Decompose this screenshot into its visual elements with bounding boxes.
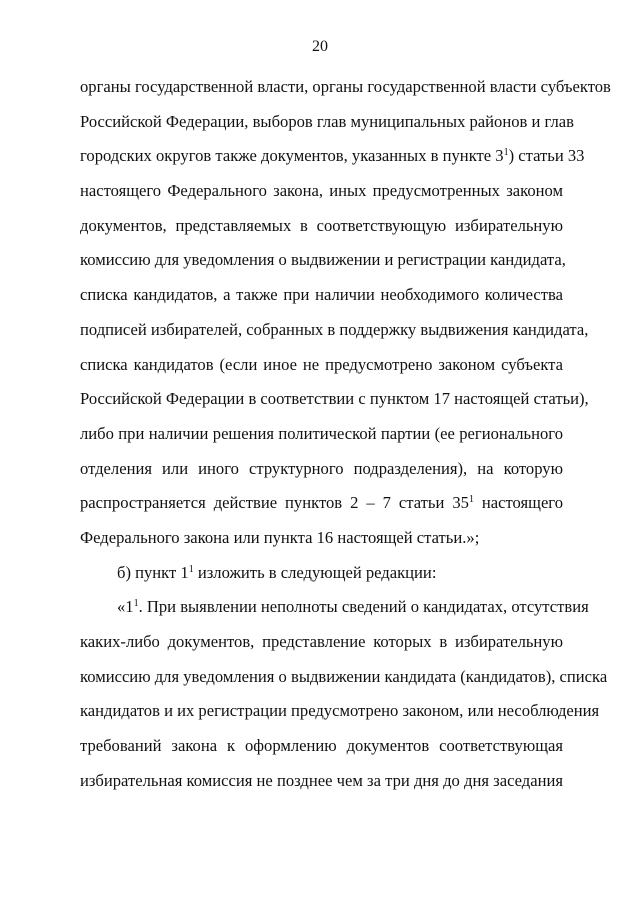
text-line (80, 625, 563, 660)
text-line (80, 590, 589, 625)
text-line (80, 729, 563, 764)
text-line (80, 348, 563, 383)
text-run: . При выявлении неполноты сведений о кандидатах, отсутствия (138, 597, 589, 617)
text-line (80, 417, 563, 452)
text-line (80, 174, 563, 209)
text-run: списка кандидатов (если иное не предусмотрено законом субъекта (80, 354, 563, 374)
text-line (80, 452, 563, 487)
text-run: документов, представляемых в соответствующую избирательную (80, 215, 563, 235)
text-line (80, 209, 563, 244)
text-line (80, 243, 566, 278)
text-run: Федерального закона или пункта 16 настоящей статьи.»; (80, 527, 480, 547)
text-line (80, 764, 563, 799)
text-line (80, 556, 563, 591)
text-run: Российской Федерации в соответствии с пунктом 17 настоящей статьи), (80, 389, 589, 409)
text-run: отделения или иного структурного подразделения), на которую (80, 458, 563, 478)
text-run: избирательная комиссия не позднее чем за три дня до дня заседания (80, 770, 563, 790)
text-run: списка кандидатов, а также при наличии необходимого количества (80, 285, 563, 305)
text-run: требований закона к оформлению документов соответствующая (80, 736, 563, 756)
text-line (80, 70, 611, 105)
text-run: либо при наличии решения политической партии (ее регионального (80, 423, 563, 443)
text-line (80, 278, 563, 313)
text-run: б) пункт 1 (117, 562, 189, 582)
text-run: подписей избирателей, собранных в поддержку выдвижения кандидата, (80, 319, 589, 339)
text-run: органы государственной власти, органы государственной власти субъектов (80, 77, 611, 96)
text-line (80, 139, 585, 174)
text-run: распространяется действие пунктов 2 – 7 статьи 35 (80, 493, 469, 513)
text-run: настоящего Федерального закона, иных предусмотренных законом (80, 181, 563, 201)
superscript: 1 (133, 598, 139, 610)
text-line (80, 660, 608, 695)
text-run: настоящего (473, 493, 563, 513)
page-number: 20 (312, 38, 328, 55)
superscript: 1 (188, 563, 194, 575)
text-run: каких-либо документов, представление которых в избирательную (80, 632, 563, 651)
text-run: комиссию для уведомления о выдвижении кандидата (кандидатов), списка (80, 666, 608, 686)
text-line (80, 694, 600, 729)
text-run: изложить в следующей редакции: (193, 562, 437, 582)
text-run: «1 (117, 597, 134, 617)
superscript: 1 (468, 494, 474, 506)
text-run: комиссию для уведомления о выдвижении и регистрации кандидата, (80, 250, 566, 270)
document-body (80, 70, 611, 798)
text-line (80, 382, 589, 417)
superscript: 1 (503, 147, 509, 159)
text-run: Российской Федерации, выборов глав муниципальных районов и глав (80, 111, 574, 131)
text-run: городских округов также документов, указанных в пункте 3 (80, 146, 504, 166)
text-run: кандидатов и их регистрации предусмотрено законом, или несоблюдения (80, 701, 600, 721)
text-run: ) статьи 33 (508, 146, 585, 166)
text-line (80, 486, 563, 521)
text-line (80, 313, 589, 348)
text-line (80, 521, 563, 556)
text-line (80, 105, 574, 140)
